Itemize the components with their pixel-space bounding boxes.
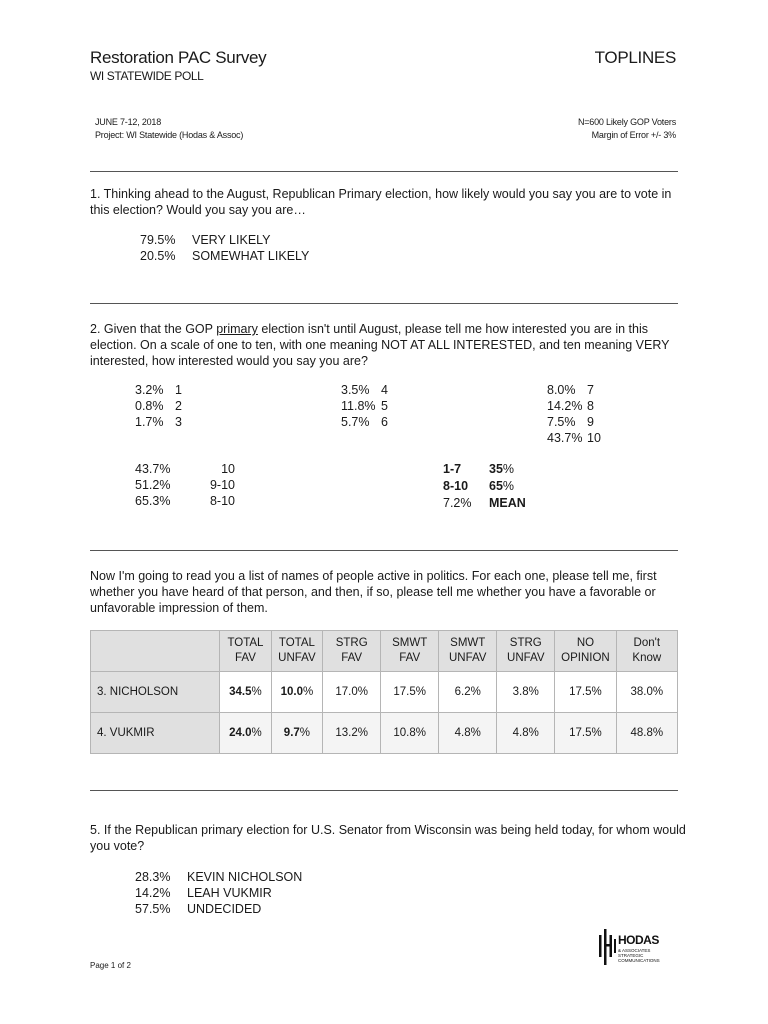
table-header xyxy=(616,631,677,672)
hodas-logo xyxy=(598,929,680,965)
scale-row xyxy=(341,414,388,430)
answer-pct: 28.3% xyxy=(135,870,171,884)
summary-key: 8-10 xyxy=(443,479,469,493)
divider xyxy=(90,171,678,172)
scale-pct: 1.7% xyxy=(135,415,164,429)
scale-row xyxy=(341,382,388,398)
header-line: FAV xyxy=(235,652,256,664)
survey-title: Restoration PAC Survey xyxy=(90,48,267,67)
answer-row xyxy=(140,232,309,248)
pct-sign: % xyxy=(299,727,311,739)
answer-row xyxy=(140,248,309,264)
candidate-name: 3. NICHOLSON xyxy=(91,672,220,713)
logo-name: HODAS xyxy=(618,933,659,947)
scale-value: 8 xyxy=(587,399,594,413)
header-line: UNFAV xyxy=(278,652,316,664)
group-pct: 43.7% xyxy=(135,462,171,476)
answer-label: LEAH VUKMIR xyxy=(187,886,272,900)
header-line: SMWT xyxy=(450,637,486,649)
total-unfav-cell xyxy=(271,672,322,713)
total-fav-value: 24.0 xyxy=(229,727,252,739)
answer-pct: 57.5% xyxy=(135,902,171,916)
summary-key: 1-7 xyxy=(443,462,462,476)
table-cell: 17.5% xyxy=(381,672,439,713)
scale-value: 3 xyxy=(175,415,182,429)
table-cell: 17.0% xyxy=(323,672,381,713)
total-fav-cell xyxy=(220,713,271,754)
interest-groups xyxy=(135,461,235,509)
group-pct: 51.2% xyxy=(135,478,171,492)
scale-pct: 7.5% xyxy=(547,415,576,429)
header-line: NO xyxy=(576,637,595,649)
total-fav-cell xyxy=(220,672,271,713)
table-cell: 17.5% xyxy=(555,672,616,713)
scale-value: 5 xyxy=(381,399,388,413)
scale-value: 1 xyxy=(175,383,182,397)
table-cell: 6.2% xyxy=(439,672,497,713)
answer-pct: 79.5% xyxy=(140,233,176,247)
table-header xyxy=(497,631,555,672)
answer-row xyxy=(135,869,302,885)
table-header xyxy=(381,631,439,672)
table-header-blank xyxy=(91,631,220,672)
table-header xyxy=(271,631,322,672)
sample-size: N=600 Likely GOP Voters xyxy=(577,117,676,127)
page-number: Page 1 of 2 xyxy=(90,961,131,970)
scale-value: 7 xyxy=(587,383,594,397)
group-row xyxy=(135,477,235,493)
question-2-text-part: 2. Given that the GOP xyxy=(90,322,217,336)
scale-row xyxy=(341,398,388,414)
scale-row xyxy=(547,414,601,430)
summary-row xyxy=(443,478,526,495)
scale-column-1 xyxy=(135,382,182,430)
table-cell: 38.0% xyxy=(616,672,677,713)
survey-subtitle: WI STATEWIDE POLL xyxy=(90,69,204,83)
table-cell: 3.8% xyxy=(497,672,555,713)
favorability-table xyxy=(90,630,678,754)
scale-row xyxy=(547,382,601,398)
header-line: FAV xyxy=(399,652,421,664)
table-cell: 48.8% xyxy=(616,713,677,754)
scale-row xyxy=(135,398,182,414)
question-2-underlined: primary xyxy=(216,322,258,336)
survey-project: Project: WI Statewide (Hodas & Assoc) xyxy=(95,130,244,140)
summary-value: MEAN xyxy=(489,496,526,510)
scale-row xyxy=(547,430,601,446)
scale-column-2 xyxy=(341,382,388,430)
table-header xyxy=(555,631,616,672)
logo-sub-line: STRATEGIC COMMUNICATIONS xyxy=(618,953,660,963)
answer-label: SOMEWHAT LIKELY xyxy=(192,249,310,263)
group-range: 9-10 xyxy=(209,478,235,492)
scale-column-3 xyxy=(547,382,601,446)
question-34-text: Now I'm going to read you a list of names of people active in politics. For each one, please tell me, first whether you have heard of that person, and then, if so, please tell me whether you have a favorable or unfavorable impression of them. xyxy=(90,569,657,615)
question-1-answers xyxy=(140,232,309,264)
scale-value: 2 xyxy=(175,399,182,413)
group-row xyxy=(135,461,235,477)
table-cell: 17.5% xyxy=(555,713,616,754)
answer-row xyxy=(135,901,302,917)
question-1-text: 1. Thinking ahead to the August, Republican Primary election, how likely would you say you are to vote in this election? Would you say you are… xyxy=(90,187,672,217)
table-cell: 4.8% xyxy=(439,713,497,754)
toplines-label: TOPLINES xyxy=(594,48,676,67)
header-line: STRG xyxy=(509,637,542,649)
scale-row xyxy=(547,398,601,414)
total-unfav-value: 9.7 xyxy=(283,727,300,739)
summary-value: 35 xyxy=(489,462,503,476)
summary-suffix: % xyxy=(502,479,515,493)
header-line: UNFAV xyxy=(448,652,487,664)
question-2-text-part: election isn't until August, please tell me how interested you are in this election. On a scale of one to ten, with one meaning NOT AT ALL INTERESTED, and ten meaning VERY interested, how interested would you say you are? xyxy=(90,322,670,368)
table-cell: 10.8% xyxy=(381,713,439,754)
survey-meta-left xyxy=(95,116,243,142)
answer-pct: 14.2% xyxy=(135,886,171,900)
table-header xyxy=(439,631,497,672)
scale-row xyxy=(135,414,182,430)
pct-sign: % xyxy=(251,727,262,739)
scale-pct: 43.7% xyxy=(547,431,583,445)
answer-label: UNDECIDED xyxy=(187,902,262,916)
pct-sign: % xyxy=(251,686,262,698)
total-unfav-cell xyxy=(271,713,322,754)
table-header-row xyxy=(91,631,678,672)
candidate-name: 4. VUKMIR xyxy=(91,713,220,754)
question-5-text: 5. If the Republican primary election for U.S. Senator from Wisconsin was being held today, for whom would you vote? xyxy=(90,823,686,853)
scale-pct: 8.0% xyxy=(547,383,576,397)
survey-date: JUNE 7-12, 2018 xyxy=(95,117,162,127)
header-line: FAV xyxy=(341,652,363,664)
header-line: SMWT xyxy=(392,637,428,649)
table-cell: 4.8% xyxy=(497,713,555,754)
table-header xyxy=(220,631,271,672)
scale-value: 4 xyxy=(381,383,388,397)
interest-summary xyxy=(443,461,526,512)
pct-sign: % xyxy=(303,686,314,698)
header-line: UNFAV xyxy=(507,652,545,664)
table-row xyxy=(91,672,678,713)
summary-row xyxy=(443,495,526,512)
scale-pct: 11.8% xyxy=(341,399,376,413)
header-line: TOTAL xyxy=(278,637,315,649)
survey-meta-right xyxy=(578,116,676,142)
total-unfav-value: 10.0 xyxy=(280,686,303,698)
total-fav-value: 34.5 xyxy=(229,686,252,698)
answer-row xyxy=(135,885,302,901)
header-line: TOTAL xyxy=(227,637,264,649)
group-range: 8-10 xyxy=(209,494,235,508)
table-cell: 13.2% xyxy=(323,713,381,754)
scale-pct: 14.2% xyxy=(547,399,583,413)
group-row xyxy=(135,493,235,509)
header-line: STRG xyxy=(335,637,368,649)
divider xyxy=(90,550,678,551)
divider xyxy=(90,303,678,304)
group-range: 10 xyxy=(221,462,235,476)
scale-pct: 0.8% xyxy=(135,399,164,413)
hodas-logo-mark xyxy=(598,929,618,965)
scale-pct: 3.5% xyxy=(341,383,370,397)
answer-label: VERY LIKELY xyxy=(192,233,271,247)
scale-pct: 3.2% xyxy=(135,383,164,397)
table-row xyxy=(91,713,678,754)
summary-row xyxy=(443,461,526,478)
header-line: Know xyxy=(632,652,662,664)
summary-suffix: % xyxy=(502,462,515,476)
summary-key: 7.2% xyxy=(443,496,472,510)
scale-value: 10 xyxy=(587,431,601,445)
question-5-answers xyxy=(135,869,302,917)
summary-value: 65 xyxy=(489,479,503,493)
logo-sub-line: & ASSOCIATES xyxy=(618,948,651,953)
divider xyxy=(90,790,678,791)
scale-pct: 5.7% xyxy=(341,415,370,429)
scale-row xyxy=(135,382,182,398)
scale-value: 9 xyxy=(587,415,594,429)
header-line: OPINION xyxy=(561,652,610,664)
group-pct: 65.3% xyxy=(135,494,171,508)
header-line: Don't xyxy=(633,637,661,649)
scale-value: 6 xyxy=(381,415,388,429)
question-2-text xyxy=(90,321,680,369)
margin-of-error: Margin of Error +/- 3% xyxy=(591,130,676,140)
answer-label: KEVIN NICHOLSON xyxy=(187,870,303,884)
table-header xyxy=(323,631,381,672)
logo-subtitle xyxy=(618,948,680,963)
answer-pct: 20.5% xyxy=(140,249,176,263)
